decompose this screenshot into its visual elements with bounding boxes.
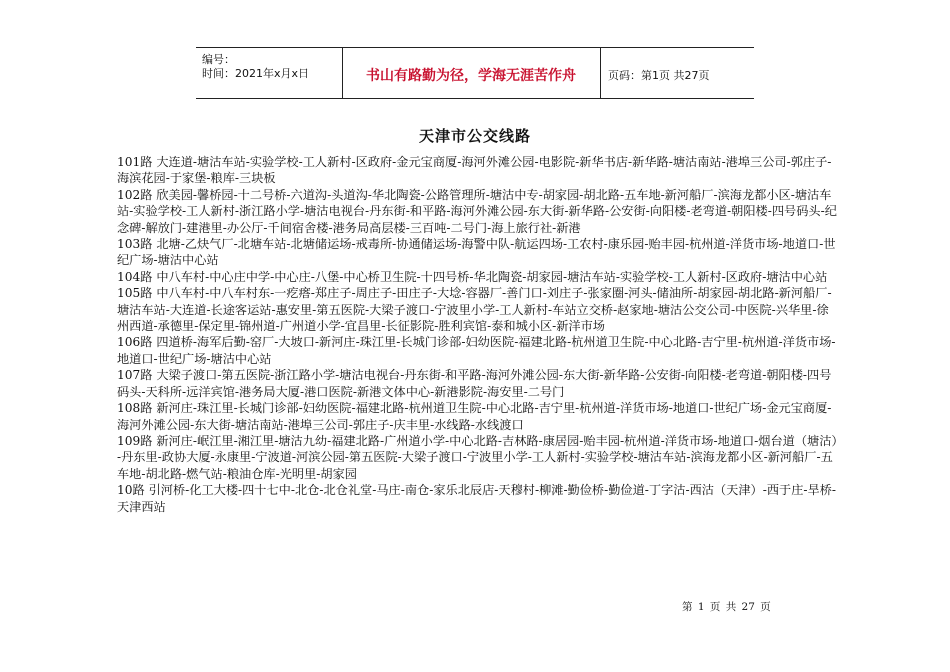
header-page-cell bbox=[600, 48, 754, 98]
header-meta-cell bbox=[196, 48, 343, 98]
route-paragraph: 109路 新河庄-岷江里-湘江里-塘沽九幼-福建北路-广州道小学-中心北路-吉林路-康居园-贻丰园-杭州道-洋货市场-地道口-烟台道（塘沽）-丹东里-政协大厦-永康里-宁波道-河滨公园-第五医院-大梁子渡口-宁波里小学-工人新村-实验学校-塘沽车站-滨海龙都小区-新河船厂-五车地-胡北路-燃气站-粮油仓库-光明里-胡家园 bbox=[117, 433, 838, 481]
document-header bbox=[196, 47, 754, 99]
route-paragraph: 105路 中八车村-中八车村东-一疙瘩-郑庄子-周庄子-田庄子-大埝-容器厂-善门口-刘庄子-张家圈-河头-储油所-胡家园-胡北路-新河船厂-塘沽车站-大连道-长途客运站-惠安里-第五医院-大梁子渡口-宁波里小学-工人新村-车站立交桥-赵家地-塘沽公交公司-中医院-兴华里-徐州西道-承德里-保定里-锦州道-广州道小学-宜昌里-长征影院-胜利宾馆-泰和城小区-新洋市场 bbox=[117, 286, 832, 334]
route-paragraph: 106路 四道桥-海军后勤-窑厂-大坡口-新河庄-珠江里-长城门诊部-妇幼医院-福建北路-杭州道卫生院-中心北路-吉宁里-杭州道-洋货市场-地道口-世纪广场-塘沽中心站 bbox=[117, 335, 836, 366]
serial-number-label: 编号： bbox=[202, 53, 235, 66]
header-slogan-cell bbox=[342, 48, 601, 98]
route-paragraph: 104路 中八车村-中心庄中学-中心庄-八堡-中心桥卫生院-十四号桥-华北陶瓷-胡家园-塘沽车站-实验学校-工人新村-区政府-塘沽中心站 bbox=[117, 269, 828, 284]
route-list bbox=[117, 154, 839, 515]
date-line: 时间：2021年x月x日 bbox=[202, 67, 310, 80]
route-paragraph: 102路 欣美园-馨桥园-十二号桥-六道沟-头道沟-华北陶瓷-公路管理所-塘沽中专-胡家园-胡北路-五车地-新河船厂-滨海龙都小区-塘沽车站-实验学校-工人新村-浙江路小学-塘沽电视台-丹东街-和平路-海河外滩公园-东大街-新华路-公安街-向阳楼-老弯道-朝阳楼-四号码头-纪念碑-解放门-建港里-办公厅-千间宿舍楼-港务局高层楼-三百吨-二号门-海上旅行社-新港 bbox=[117, 187, 837, 235]
route-paragraph: 108路 新河庄-珠江里-长城门诊部-妇幼医院-福建北路-杭州道卫生院-中心北路-吉宁里-杭州道-洋货市场-地道口-世纪广场-金元宝商厦-海河外滩公园-东大街-塘沽南站-港埠三公司-郭庄子-庆丰里-水线路-水线渡口 bbox=[117, 401, 832, 432]
route-paragraph: 10路 引河桥-化工大楼-四十七中-北仓-北仓礼堂-马庄-南仓-家乐北辰店-天穆村-柳滩-勤俭桥-勤俭道-丁字沽-西沽（天津）-西于庄-旱桥-天津西站 bbox=[117, 483, 837, 514]
page-footer: 第 1 页 共 27 页 bbox=[682, 601, 771, 613]
document-title: 天津市公交线路 bbox=[418, 127, 531, 145]
route-paragraph: 103路 北塘-乙炔气厂-北塘车站-北塘储运场-戒毒所-协通储运场-海警中队-航运四场-工农村-康乐园-贻丰园-杭州道-洋货市场-地道口-世纪广场-塘沽中心站 bbox=[117, 237, 836, 268]
route-paragraph: 101路 大连道-塘沽车站-实验学校-工人新村-区政府-金元宝商厦-海河外滩公园-电影院-新华书店-新华路-塘沽南站-港埠三公司-郭庄子-海滨花园-于家堡-粮库-三块板 bbox=[117, 155, 832, 186]
slogan: 书山有路勤为径，学海无涯苦作舟 bbox=[366, 68, 576, 84]
route-paragraph: 107路 大梁子渡口-第五医院-浙江路小学-塘沽电视台-丹东街-和平路-海河外滩公园-东大街-新华路-公安街-向阳楼-老弯道-朝阳楼-四号码头-天科所-远洋宾馆-港务局大厦-港口医院-新港文体中心-新港影院-海安里-二号门 bbox=[117, 368, 832, 399]
page-info: 页码：第1页 共27页 bbox=[608, 69, 710, 82]
